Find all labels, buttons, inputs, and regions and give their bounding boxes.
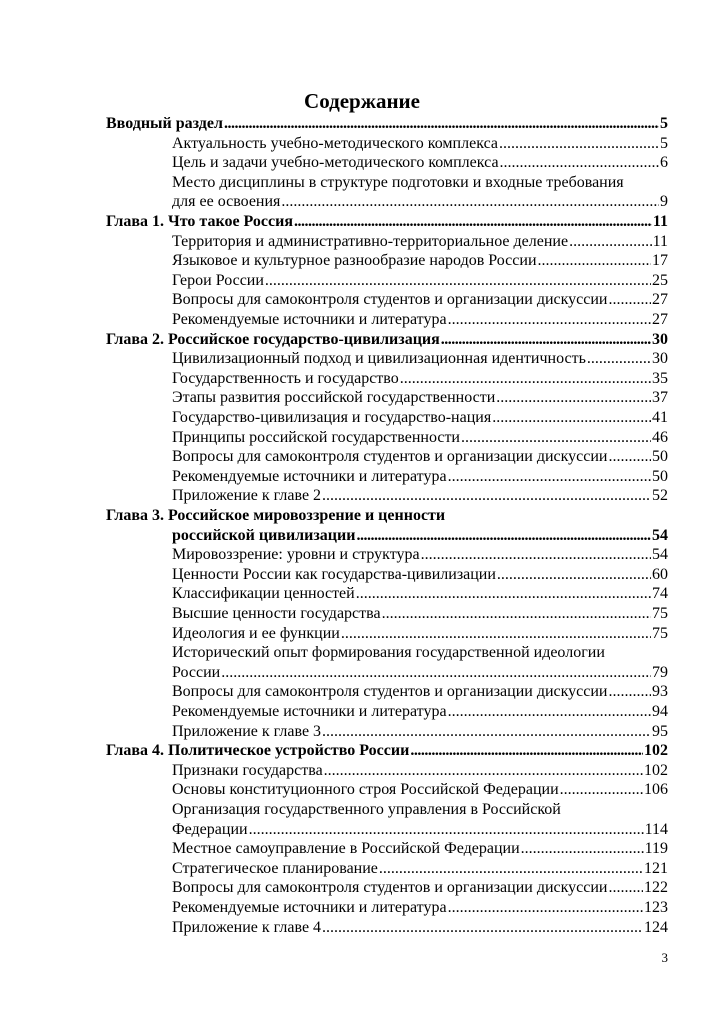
toc-entry-page: 37 [652,389,668,407]
toc-entry-text: Мировоззрение: уровни и структура [172,546,420,564]
toc-entry[interactable] [172,839,668,859]
toc-entry-page: 124 [644,918,668,936]
dot-leader [421,545,651,565]
toc-entry-text: Государство-цивилизация и государство-нация [172,409,492,426]
dot-leader [609,682,652,702]
toc-entry[interactable] [172,369,668,389]
toc-entry-text: Высшие ценности государства [172,605,381,622]
dot-leader [382,604,651,624]
toc-entry-text: Цивилизационный подход и цивилизационная идентичность [172,350,586,368]
toc-chapter-4[interactable] [106,741,668,761]
toc-entry-page: 6 [660,154,668,172]
toc-entry-page: 50 [652,467,668,485]
dot-leader [497,565,651,585]
dot-leader [324,761,643,781]
toc-entry-page: 119 [644,840,668,858]
toc-entry-text: Вопросы для самоконтроля студентов и организации дискуссии [172,291,608,309]
toc-entry-page: 74 [652,585,668,603]
toc-entry[interactable] [172,545,668,565]
toc-entry-page: 95 [652,722,668,740]
toc-entry[interactable] [172,565,668,585]
toc-entry-page: 11 [652,232,668,250]
dot-leader [410,741,643,761]
toc-entry[interactable] [172,251,668,271]
toc-entry-continuation[interactable] [172,820,668,840]
page-title: Содержание [304,89,420,113]
toc-entry-text: Организация государственного управления в Российской [172,801,561,818]
toc-entry-page: 106 [644,781,668,799]
toc-entry-page: 93 [652,683,668,701]
dot-leader [499,134,659,154]
toc-entry-page: 102 [644,761,668,779]
toc-entry-text: Герои России [172,271,264,289]
toc-entry-text: Глава 3. Российское мировоззрение и ценности [106,507,446,524]
toc-entry-text: Классификации ценностей [172,585,355,603]
dot-leader [569,232,652,252]
toc-entry-text: Местное самоуправление в Российской Федерации [172,840,520,858]
dot-leader [538,251,652,271]
toc-entry[interactable] [172,918,668,938]
toc-entry-page: 11 [652,213,668,230]
dot-leader [356,584,651,604]
toc-entry-page: 46 [652,428,668,446]
toc-entry-page: 5 [660,134,668,152]
toc-entry-page: 54 [652,546,668,564]
toc-entry-text: Территория и административно-территориальное деление [172,232,569,250]
toc-entry[interactable] [172,859,668,879]
dot-leader [609,447,652,467]
toc-entry-page: 60 [652,565,668,583]
toc-chapter-3-continuation[interactable] [172,526,668,546]
toc-entry-text: Основы конституционного строя Российской Федерации [172,781,559,799]
toc-entry-text: Приложение к главе 4 [172,918,322,936]
dot-leader [400,369,651,389]
toc-entry[interactable] [172,780,668,800]
toc-entry-text: для ее освоения [172,193,281,211]
dot-leader [448,310,651,330]
toc-entry[interactable] [172,310,668,330]
toc-entry-text: российской цивилизации [172,526,356,544]
toc-entry-page: 75 [652,605,668,622]
dot-leader [521,839,644,859]
dot-leader [587,349,651,369]
toc-entry-page: 102 [644,742,668,760]
dot-leader [221,663,651,683]
dot-leader [496,388,651,408]
toc-entry-text: Языковое и культурное разнообразие народов России [172,252,537,270]
toc-entry-page: 30 [652,330,668,348]
toc-entry-page: 35 [652,369,668,387]
toc-entry-page: 30 [652,350,668,368]
toc-entry-text: Признаки государства [172,761,323,779]
dot-leader [249,820,644,840]
toc-entry[interactable] [172,153,668,173]
toc-entry-text: Рекомендуемые источники и литература [172,467,447,485]
dot-leader [492,408,651,428]
toc-entry-text: Вопросы для самоконтроля студентов и организации дискуссии [172,879,608,897]
toc-entry[interactable] [172,134,668,154]
toc-entry[interactable] [172,290,668,310]
toc-entry-text: России [172,663,221,681]
dot-leader [224,114,659,134]
toc-entry[interactable] [172,584,668,604]
toc-entry-page: 27 [652,291,668,309]
toc-entry[interactable] [172,898,668,918]
toc-entry-text: Принципы российской государственности [172,428,460,446]
toc-entry-text: Вопросы для самоконтроля студентов и организации дискуссии [172,448,608,466]
toc-entry-page: 94 [652,703,668,720]
toc-entry-page: 25 [652,271,668,289]
toc-entry-text: Актуальность учебно-методического комплекса [172,134,498,152]
toc-entry-text: Ценности России как государства-цивилизации [172,565,496,583]
toc-entry-wrapped[interactable] [172,643,668,663]
toc-entry-page: 9 [660,193,668,211]
toc-entry-text: Цель и задачи учебно-методического комплекса [172,154,499,172]
toc-entry-intro[interactable] [106,114,668,134]
toc-entry[interactable] [172,624,668,644]
dot-leader [281,192,659,212]
toc-entry-text: Вопросы для самоконтроля студентов и организации дискуссии [172,683,608,701]
toc-entry-text: Рекомендуемые источники и литература [172,311,447,328]
toc-entry-page: 121 [644,859,668,877]
toc-entry-text: Рекомендуемые источники и литература [172,899,447,916]
toc-chapter-1[interactable] [106,212,668,232]
toc-entry-wrapped[interactable] [172,800,668,820]
toc-entry-text: Этапы развития российской государственности [172,389,496,407]
toc-chapter-2[interactable] [106,330,668,350]
toc-entry-text: Приложение к главе 3 [172,722,322,740]
toc-entry[interactable] [172,447,668,467]
dot-leader [609,878,644,898]
toc-entry-page: 114 [644,820,668,838]
toc-entry[interactable] [172,388,668,408]
toc-entry[interactable] [172,702,668,722]
toc-entry[interactable] [172,467,668,487]
dot-leader [448,702,651,722]
toc-entry-text: Идеология и ее функции [172,624,340,642]
toc-entry-text: Глава 1. Что такое Россия [106,213,293,230]
toc-entry-wrapped[interactable] [172,173,668,193]
dot-leader [461,428,651,448]
toc-entry-text: Вводный раздел [106,115,223,132]
page-number: 3 [661,950,668,965]
toc-entry-page: 50 [652,448,668,466]
toc-entry[interactable] [172,682,668,702]
dot-leader [609,290,652,310]
dot-leader [356,526,651,546]
dot-leader [294,212,652,232]
dot-leader [322,722,651,742]
toc-entry-continuation[interactable] [172,192,668,212]
toc-entry-text: Глава 2. Российское государство-цивилизация [106,330,440,348]
toc-entry-page: 75 [652,624,668,642]
dot-leader [448,467,651,487]
toc-entry[interactable] [172,604,668,624]
toc-entry[interactable] [172,878,668,898]
dot-leader [500,153,659,173]
toc-entry-page: 122 [644,879,668,897]
dot-leader [448,898,643,918]
toc-entry-page: 52 [652,487,668,505]
toc-entry-page: 41 [652,409,668,426]
dot-leader [322,918,643,938]
dot-leader [560,780,643,800]
toc-entry[interactable] [172,349,668,369]
toc-entry-continuation[interactable] [172,663,668,683]
toc-entry-text: Федерации [172,820,248,838]
dot-leader [341,624,651,644]
toc-entry[interactable] [172,761,668,781]
toc-entry-page: 27 [652,311,668,328]
toc-entry-text: Приложение к главе 2 [172,487,322,505]
toc-entry-page: 123 [644,899,668,916]
toc-entry-page: 17 [652,252,668,270]
toc-entry-text: Стратегическое планирование [172,859,378,877]
toc-entry[interactable] [172,271,668,291]
toc-entry[interactable] [172,408,668,428]
dot-leader [441,330,651,350]
toc-entry[interactable] [172,486,668,506]
toc-entry-text: Исторический опыт формирования государственной идеологии [172,644,605,662]
toc-entry-text: Государственность и государство [172,369,399,387]
toc-entry[interactable] [172,722,668,742]
toc-entry[interactable] [172,232,668,252]
toc-entry-page: 5 [660,115,668,132]
dot-leader [265,271,651,291]
toc-entry-text: Глава 4. Политическое устройство России [106,742,410,760]
dot-leader [379,859,643,879]
toc-entry-page: 54 [652,526,668,544]
toc-entry-text: Место дисциплины в структуре подготовки и входные требования [172,173,624,191]
toc-entry[interactable] [172,428,668,448]
toc-chapter-3[interactable] [106,506,668,526]
toc-entry-page: 79 [652,663,668,681]
toc-entry-text: Рекомендуемые источники и литература [172,703,447,720]
dot-leader [322,486,651,506]
